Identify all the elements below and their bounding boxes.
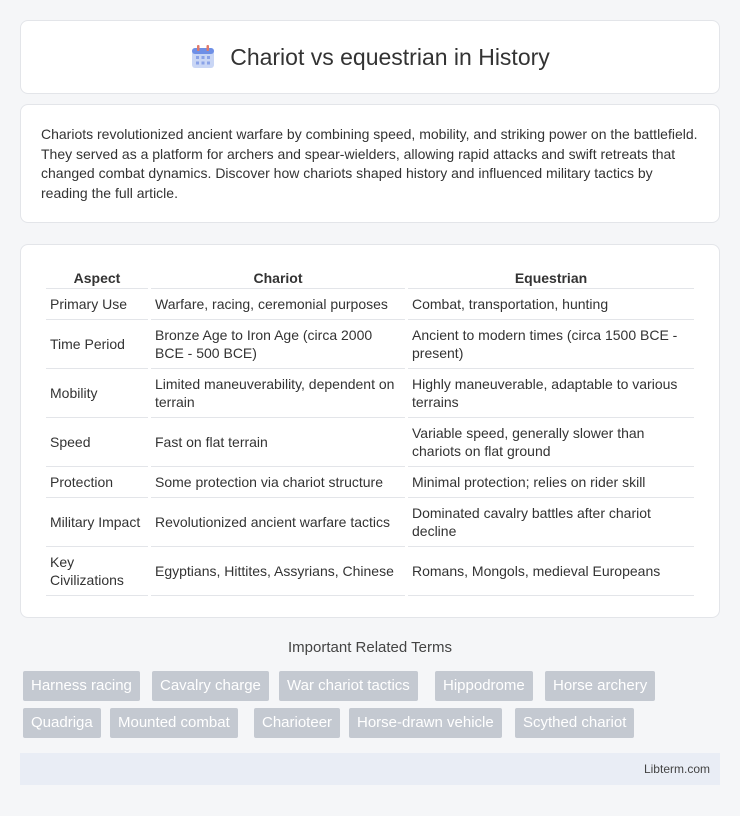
cell-chariot: Egyptians, Hittites, Assyrians, Chinese (151, 547, 405, 596)
intro-card (20, 104, 720, 223)
tag-harness-racing[interactable]: Harness racing (23, 671, 140, 701)
comparison-table-card (20, 244, 720, 618)
cell-chariot: Fast on flat terrain (151, 418, 405, 467)
table-row (46, 498, 694, 547)
tag-quadriga[interactable]: Quadriga (23, 708, 101, 738)
cell-aspect: Protection (46, 467, 148, 498)
table-row (46, 289, 694, 320)
header-equestrian: Equestrian (408, 266, 694, 289)
intro-text: Chariots revolutionized ancient warfare by combining speed, mobility, and striking power on the battlefield. They served as a platform for archers and spear-wielders, allowing rapid attacks and swift retreats that changed combat dynamics. Discover how chariots shaped history and influenced military tactics by reading the full article. (41, 126, 698, 201)
table-row (46, 320, 694, 369)
cell-equestrian: Romans, Mongols, medieval Europeans (408, 547, 694, 596)
tag-charioteer[interactable]: Charioteer (254, 708, 340, 738)
table-header-row (46, 266, 694, 289)
tag-mounted-combat[interactable]: Mounted combat (110, 708, 238, 738)
cell-equestrian: Highly maneuverable, adaptable to various terrains (408, 369, 694, 418)
cell-aspect: Primary Use (46, 289, 148, 320)
footer-site-link[interactable]: Libterm.com (643, 762, 710, 776)
cell-aspect: Key Civilizations (46, 547, 148, 596)
tag-horse-archery[interactable]: Horse archery (545, 671, 655, 701)
tag-hippodrome[interactable]: Hippodrome (435, 671, 533, 701)
footer (20, 753, 720, 785)
cell-equestrian: Dominated cavalry battles after chariot decline (408, 498, 694, 547)
cell-equestrian: Combat, transportation, hunting (408, 289, 694, 320)
tag-war-chariot-tactics[interactable]: War chariot tactics (279, 671, 418, 701)
calendar-icon (190, 44, 216, 70)
cell-aspect: Time Period (46, 320, 148, 369)
cell-chariot: Some protection via chariot structure (151, 467, 405, 498)
cell-aspect: Speed (46, 418, 148, 467)
cell-chariot: Revolutionized ancient warfare tactics (151, 498, 405, 547)
tag-horse-drawn-vehicle[interactable]: Horse-drawn vehicle (349, 708, 502, 738)
tag-cavalry-charge[interactable]: Cavalry charge (152, 671, 269, 701)
cell-chariot: Warfare, racing, ceremonial purposes (151, 289, 405, 320)
table-row (46, 418, 694, 467)
header-chariot: Chariot (151, 266, 405, 289)
cell-chariot: Bronze Age to Iron Age (circa 2000 BCE - 500 BCE) (151, 320, 405, 369)
cell-equestrian: Minimal protection; relies on rider skill (408, 467, 694, 498)
cell-chariot: Limited maneuverability, dependent on terrain (151, 369, 405, 418)
related-terms-title: Important Related Terms (288, 639, 452, 656)
table-row (46, 467, 694, 498)
header-aspect: Aspect (46, 266, 148, 289)
header-card (20, 20, 720, 94)
cell-aspect: Military Impact (46, 498, 148, 547)
cell-equestrian: Ancient to modern times (circa 1500 BCE - present) (408, 320, 694, 369)
table-row (46, 369, 694, 418)
page-title: Chariot vs equestrian in History (230, 43, 550, 70)
cell-aspect: Mobility (46, 369, 148, 418)
tag-scythed-chariot[interactable]: Scythed chariot (515, 708, 634, 738)
table-row (46, 547, 694, 596)
cell-equestrian: Variable speed, generally slower than chariots on flat ground (408, 418, 694, 467)
comparison-table (43, 266, 697, 596)
